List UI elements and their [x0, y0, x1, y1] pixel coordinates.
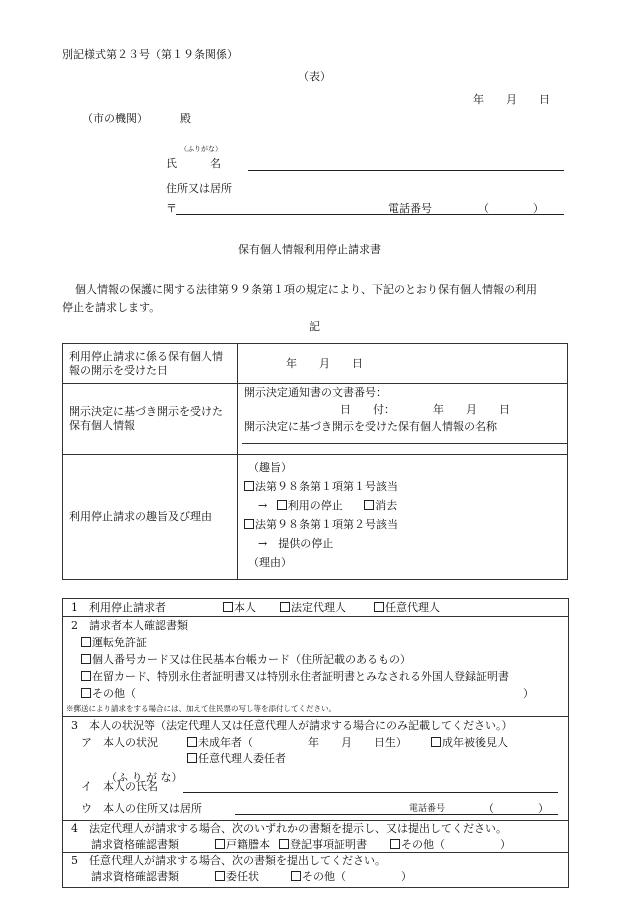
- intro-line-2: 停止を請求します。: [62, 301, 161, 314]
- info-name-label: 開示決定に基づき開示を受けた保有個人情報の名称: [244, 419, 497, 433]
- self-checkbox[interactable]: [223, 602, 233, 612]
- table-row: [63, 344, 568, 384]
- principal-phone-field[interactable]: （ ）: [483, 802, 549, 815]
- section4-other-label: その他（ ）: [401, 838, 511, 851]
- minor-option[interactable]: [187, 736, 407, 750]
- registry-cert-label: 登記事項証明書: [290, 838, 367, 851]
- dono-label: 殿: [180, 112, 191, 125]
- row3-cell: [238, 455, 568, 580]
- erase-option[interactable]: [364, 499, 397, 512]
- voluntary-rep-checkbox[interactable]: [374, 602, 384, 612]
- doc-label-1: 運転免許証: [92, 636, 147, 649]
- form-number: 別記様式第２３号（第１９条関係）: [62, 48, 238, 61]
- voluntary-rep-label: 任意代理人: [385, 601, 440, 614]
- legal-rep-label: 法定代理人: [291, 601, 346, 614]
- stop-use-label: 利用の停止: [287, 499, 343, 512]
- arrow-icon: →: [258, 499, 268, 512]
- doc-checkbox-4[interactable]: [81, 688, 91, 698]
- info-name-field[interactable]: [242, 443, 567, 444]
- law2-option[interactable]: [244, 515, 561, 534]
- adult-ward-label: 成年被後見人: [442, 736, 508, 749]
- principal-furigana-label: （ふ り が な）: [106, 771, 183, 784]
- status-label: ア 本人の状況: [81, 736, 158, 749]
- law2-checkbox[interactable]: [244, 519, 254, 529]
- section5-label: 5 任意代理人が請求する場合、次の書類を提出してください。: [71, 854, 386, 867]
- delegator-label: 任意代理人委任者: [198, 752, 286, 765]
- section5-sub-label: 請求資格確認書類: [91, 870, 179, 883]
- ki-label: 記: [309, 320, 320, 333]
- minor-label: 未成年者（ 年 月 日生）: [198, 736, 407, 749]
- section5-other-checkbox[interactable]: [291, 871, 301, 881]
- family-register-checkbox[interactable]: [215, 839, 225, 849]
- phone-field[interactable]: （ ）: [478, 202, 544, 215]
- section3-label: 3 本人の状況等（法定代理人又は任意代理人が請求する場合にのみ記載してください。）: [71, 719, 513, 732]
- family-register-label: 戸籍謄本: [226, 838, 270, 851]
- law1-label: 法第９８条第１項第１号該当: [255, 480, 398, 493]
- authority-label: （市の機関）: [82, 112, 148, 125]
- delegator-option[interactable]: [187, 752, 286, 766]
- other-close-paren: ）: [523, 687, 534, 700]
- section2-label: 2 請求者本人確認書類: [71, 619, 188, 632]
- minor-checkbox[interactable]: [187, 737, 197, 747]
- divider: [63, 820, 568, 821]
- stop-use-option[interactable]: [277, 499, 343, 512]
- power-of-attorney-option[interactable]: [215, 870, 259, 884]
- stop-use-checkbox[interactable]: [277, 500, 287, 510]
- doc-label-4: その他（: [92, 687, 136, 700]
- row2-label: 開示決定に基づき開示を受けた保有個人情報: [63, 384, 238, 455]
- row2-date-label: 日 付：: [340, 402, 395, 416]
- legal-rep-checkbox[interactable]: [280, 602, 290, 612]
- doc-number-field[interactable]: 開示決定通知書の文書番号：: [244, 386, 387, 399]
- section4-other-option[interactable]: [390, 838, 511, 852]
- postal-mark: 〒: [166, 202, 177, 215]
- row2-date-line: [244, 403, 561, 417]
- date-field[interactable]: 年 月 日: [473, 93, 550, 106]
- doc-checkbox-2[interactable]: [81, 654, 91, 664]
- front-label: （表）: [298, 70, 331, 83]
- erase-checkbox[interactable]: [364, 500, 374, 510]
- intro-line-1: 個人情報の保護に関する法律第９９条第１項の規定により、下記のとおり保有個人情報の利用: [75, 283, 537, 296]
- row1-date-field[interactable]: 年 月 日: [238, 344, 568, 384]
- requester-box: [62, 598, 569, 888]
- section4-label: 4 法定代理人が請求する場合、次のいずれかの書類を提示し、又は提出してください。: [71, 822, 507, 835]
- self-option[interactable]: [223, 601, 256, 615]
- principal-phone-label: 電話番号: [409, 804, 446, 814]
- row3-label: 利用停止請求の趣旨及び理由: [63, 455, 238, 580]
- doc-option-3[interactable]: [81, 670, 509, 684]
- divider: [63, 616, 568, 617]
- power-of-attorney-checkbox[interactable]: [215, 871, 225, 881]
- doc-label-2: 個人番号カード又は住民基本台帳カード（住所記載のあるもの）: [92, 653, 411, 666]
- name-field[interactable]: [248, 170, 564, 171]
- doc-label-3: 在留カード、特別永住者証明書又は特別永住者証明書とみなされる外国人登録証明書: [92, 670, 510, 683]
- principal-name-label: イ 本人の氏名: [81, 780, 158, 793]
- principal-address-label: ウ 本人の住所又は居所: [81, 802, 202, 815]
- divider: [63, 716, 568, 717]
- info-table: [62, 343, 568, 580]
- name-label: 氏 名: [166, 157, 221, 170]
- table-row: [63, 455, 568, 580]
- phone-label: 電話番号: [388, 202, 432, 215]
- adult-ward-checkbox[interactable]: [431, 737, 441, 747]
- furigana-label: （ふりがな）: [180, 145, 222, 153]
- reason-label: （理由）: [248, 556, 292, 569]
- registry-cert-option[interactable]: [279, 838, 367, 852]
- law1-suboptions: [244, 496, 561, 515]
- table-row: [63, 384, 568, 455]
- section4-other-checkbox[interactable]: [390, 839, 400, 849]
- divider: [63, 852, 568, 853]
- row2-date-field[interactable]: 年 月 日: [433, 402, 510, 416]
- power-of-attorney-label: 委任状: [226, 870, 259, 883]
- doc-checkbox-1[interactable]: [81, 637, 91, 647]
- principal-name-field[interactable]: [183, 792, 558, 793]
- section5-other-label: その他（ ）: [302, 870, 412, 883]
- self-label: 本人: [234, 601, 256, 614]
- legal-rep-option[interactable]: [280, 601, 346, 615]
- section1-label: 1 利用停止請求者: [71, 601, 166, 614]
- row1-label: 利用停止請求に係る保有個人情報の開示を受けた日: [63, 344, 238, 384]
- address-label: 住所又は居所: [166, 182, 232, 195]
- erase-label: 消去: [375, 499, 398, 512]
- law1-checkbox[interactable]: [244, 481, 254, 491]
- registry-cert-checkbox[interactable]: [279, 839, 289, 849]
- doc-option-4[interactable]: [81, 687, 136, 701]
- mail-note: ※郵送により請求をする場合には、加えて住民票の写し等を添付してください。: [66, 704, 336, 713]
- family-register-option[interactable]: [215, 838, 270, 852]
- doc-option-2[interactable]: [81, 653, 411, 667]
- law2-label: 法第９８条第１項第２号該当: [255, 518, 398, 531]
- delegator-checkbox[interactable]: [187, 753, 197, 763]
- law1-option[interactable]: [244, 477, 561, 496]
- row2-cell: [238, 384, 568, 455]
- section4-sub-label: 請求資格確認書類: [91, 838, 179, 851]
- section5-other-option[interactable]: [291, 870, 412, 884]
- stop-provision-label: → 提供の停止: [258, 537, 334, 550]
- adult-ward-option[interactable]: [431, 736, 508, 750]
- purpose-label: （趣旨）: [248, 461, 292, 474]
- voluntary-rep-option[interactable]: [374, 601, 440, 615]
- document-title: 保有個人情報利用停止請求書: [238, 243, 381, 256]
- doc-option-1[interactable]: [81, 636, 147, 650]
- doc-checkbox-3[interactable]: [81, 671, 91, 681]
